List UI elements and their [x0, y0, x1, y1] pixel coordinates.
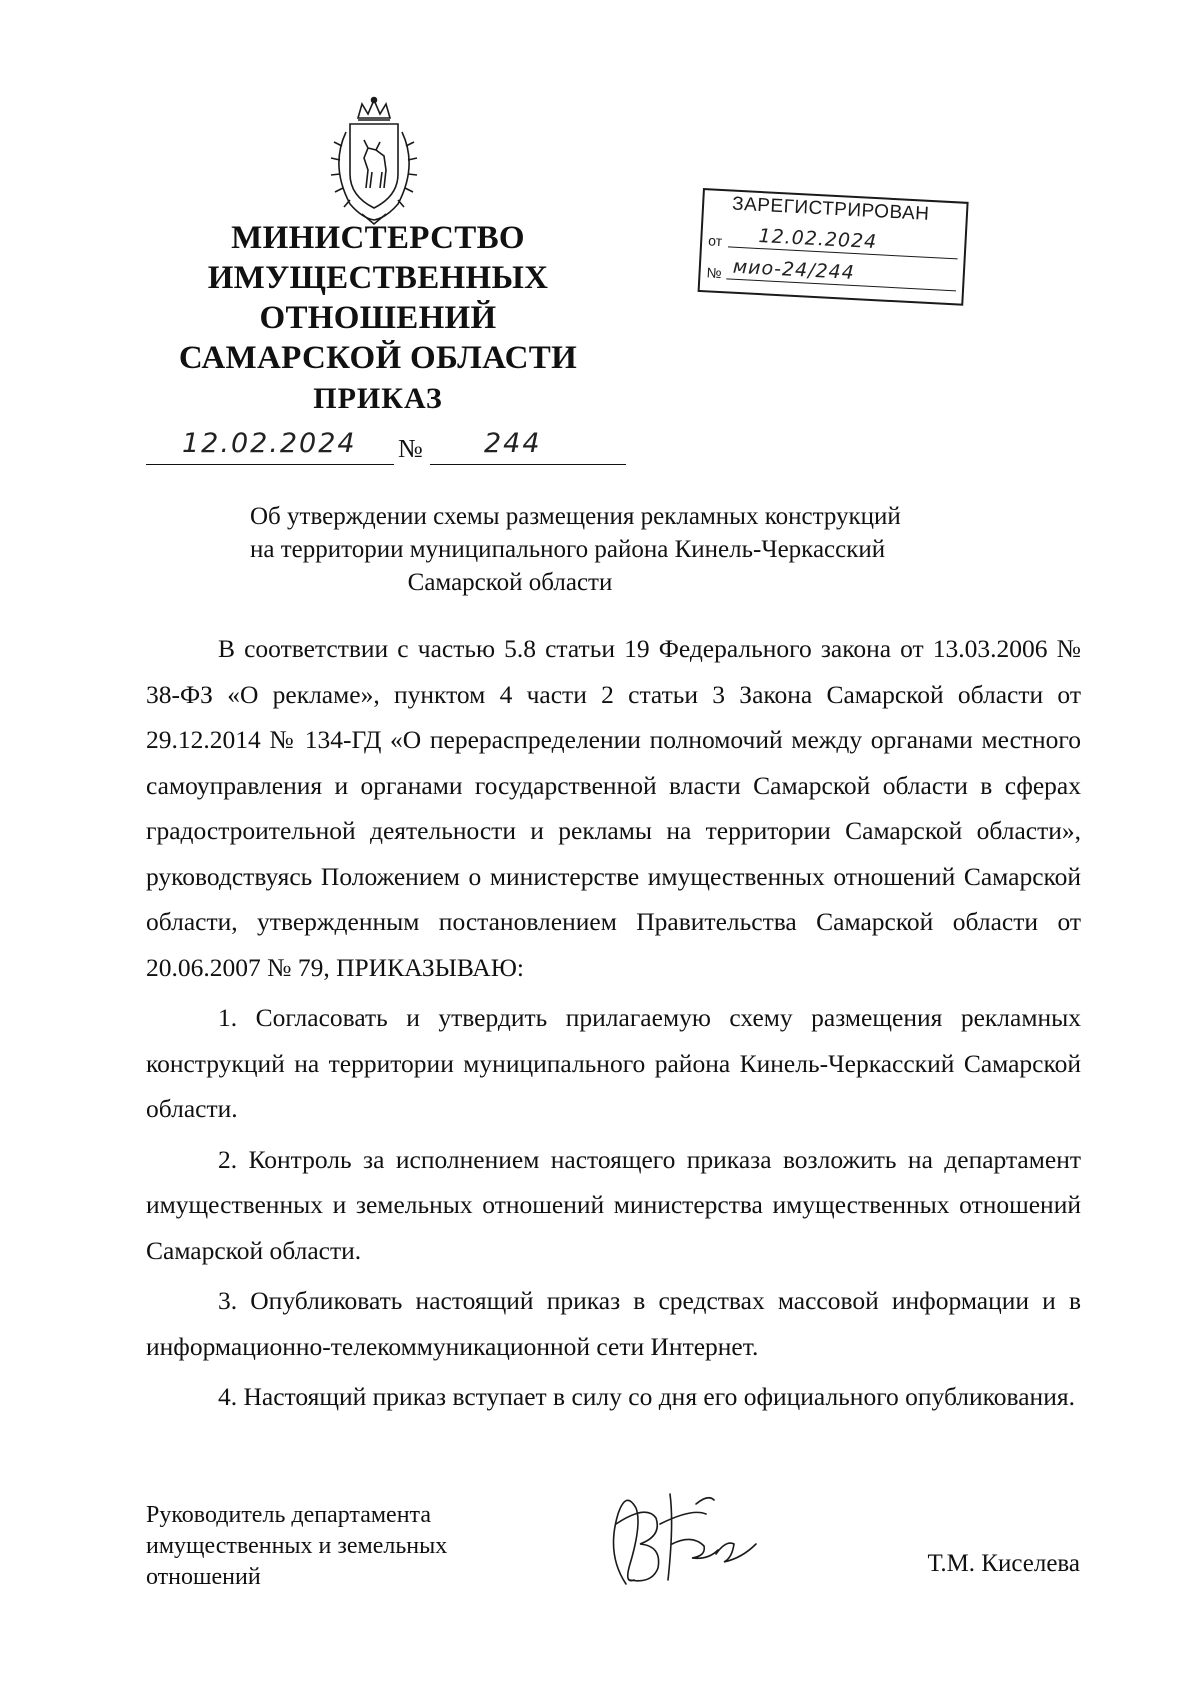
order-number-label: № [398, 434, 423, 463]
ministry-line: ИМУЩЕСТВЕННЫХ [207, 260, 549, 296]
document-type-heading: ПРИКАЗ [313, 382, 443, 415]
order-item-1: 1. Согласовать и утвердить прилагаемую схему размещения рекламных конструкций на территории муниципального района Кинель-Черкасский Самарской области. [146, 1003, 1081, 1123]
ministry-name [160, 218, 596, 378]
signer-position-line: Руководитель департамента [146, 1502, 431, 1528]
order-subject [250, 500, 901, 599]
signer-position-line: имущественных и земельных [146, 1533, 448, 1559]
coat-of-arms-emblem [318, 96, 430, 226]
handwritten-signature [596, 1484, 776, 1594]
signer-position [146, 1500, 546, 1593]
order-number-field [430, 424, 626, 465]
subject-line: Об утверждении схемы размещения рекламных конструкций [250, 503, 901, 530]
subject-line: на территории муниципального района Кинель-Черкасский [250, 536, 886, 563]
order-number-handwritten: 244 [484, 428, 542, 459]
stamp-date-handwritten: 12.02.2024 [757, 224, 878, 254]
stamp-number-handwritten: мио-24/244 [732, 255, 856, 285]
ministry-line: МИНИСТЕРСТВО [231, 220, 525, 256]
signer-position-line: отношений [146, 1564, 261, 1590]
order-body [146, 626, 1081, 1420]
preamble-paragraph: В соответствии с частью 5.8 статьи 19 Федерального закона от 13.03.2006 № 38-ФЗ «О рекламе», пунктом 4 части 2 статьи 3 Закона Самарской области от 29.12.2014 № 134-ГД «О перераспределении полномочий между органами местного самоуправления и органами государственной власти Самарской области в сферах градостроительной деятельности и рекламы на территории Самарской области», руководствуясь Положением о министерстве имущественных отношений Самарской области, утвержденным постановлением Правительства Самарской области от 20.06.2007 № 79, ПРИКАЗЫВАЮ: [146, 634, 1081, 982]
signer-name: Т.М. Киселева [927, 1550, 1080, 1577]
stamp-title: ЗАРЕГИСТРИРОВАН [731, 193, 930, 225]
order-date-field [146, 424, 394, 465]
order-item-4: 4. Настоящий приказ вступает в силу со дня его официального опубликования. [218, 1382, 1075, 1411]
ministry-line: ОТНОШЕНИЙ [259, 300, 497, 336]
order-date-handwritten: 12.02.2024 [182, 428, 357, 459]
stamp-number-label: № [706, 264, 723, 282]
order-item-3: 3. Опубликовать настоящий приказ в средствах массовой информации и в информационно-телекоммуникационной сети Интернет. [146, 1286, 1081, 1361]
subject-line: Самарской области [407, 569, 613, 596]
ministry-line: САМАРСКОЙ ОБЛАСТИ [178, 340, 578, 376]
stamp-date-label: от [707, 232, 723, 250]
registration-stamp [698, 188, 969, 306]
order-item-2: 2. Контроль за исполнением настоящего приказа возложить на департамент имущественных и земельных отношений министерства имущественных отношений Самарской области. [146, 1144, 1081, 1265]
